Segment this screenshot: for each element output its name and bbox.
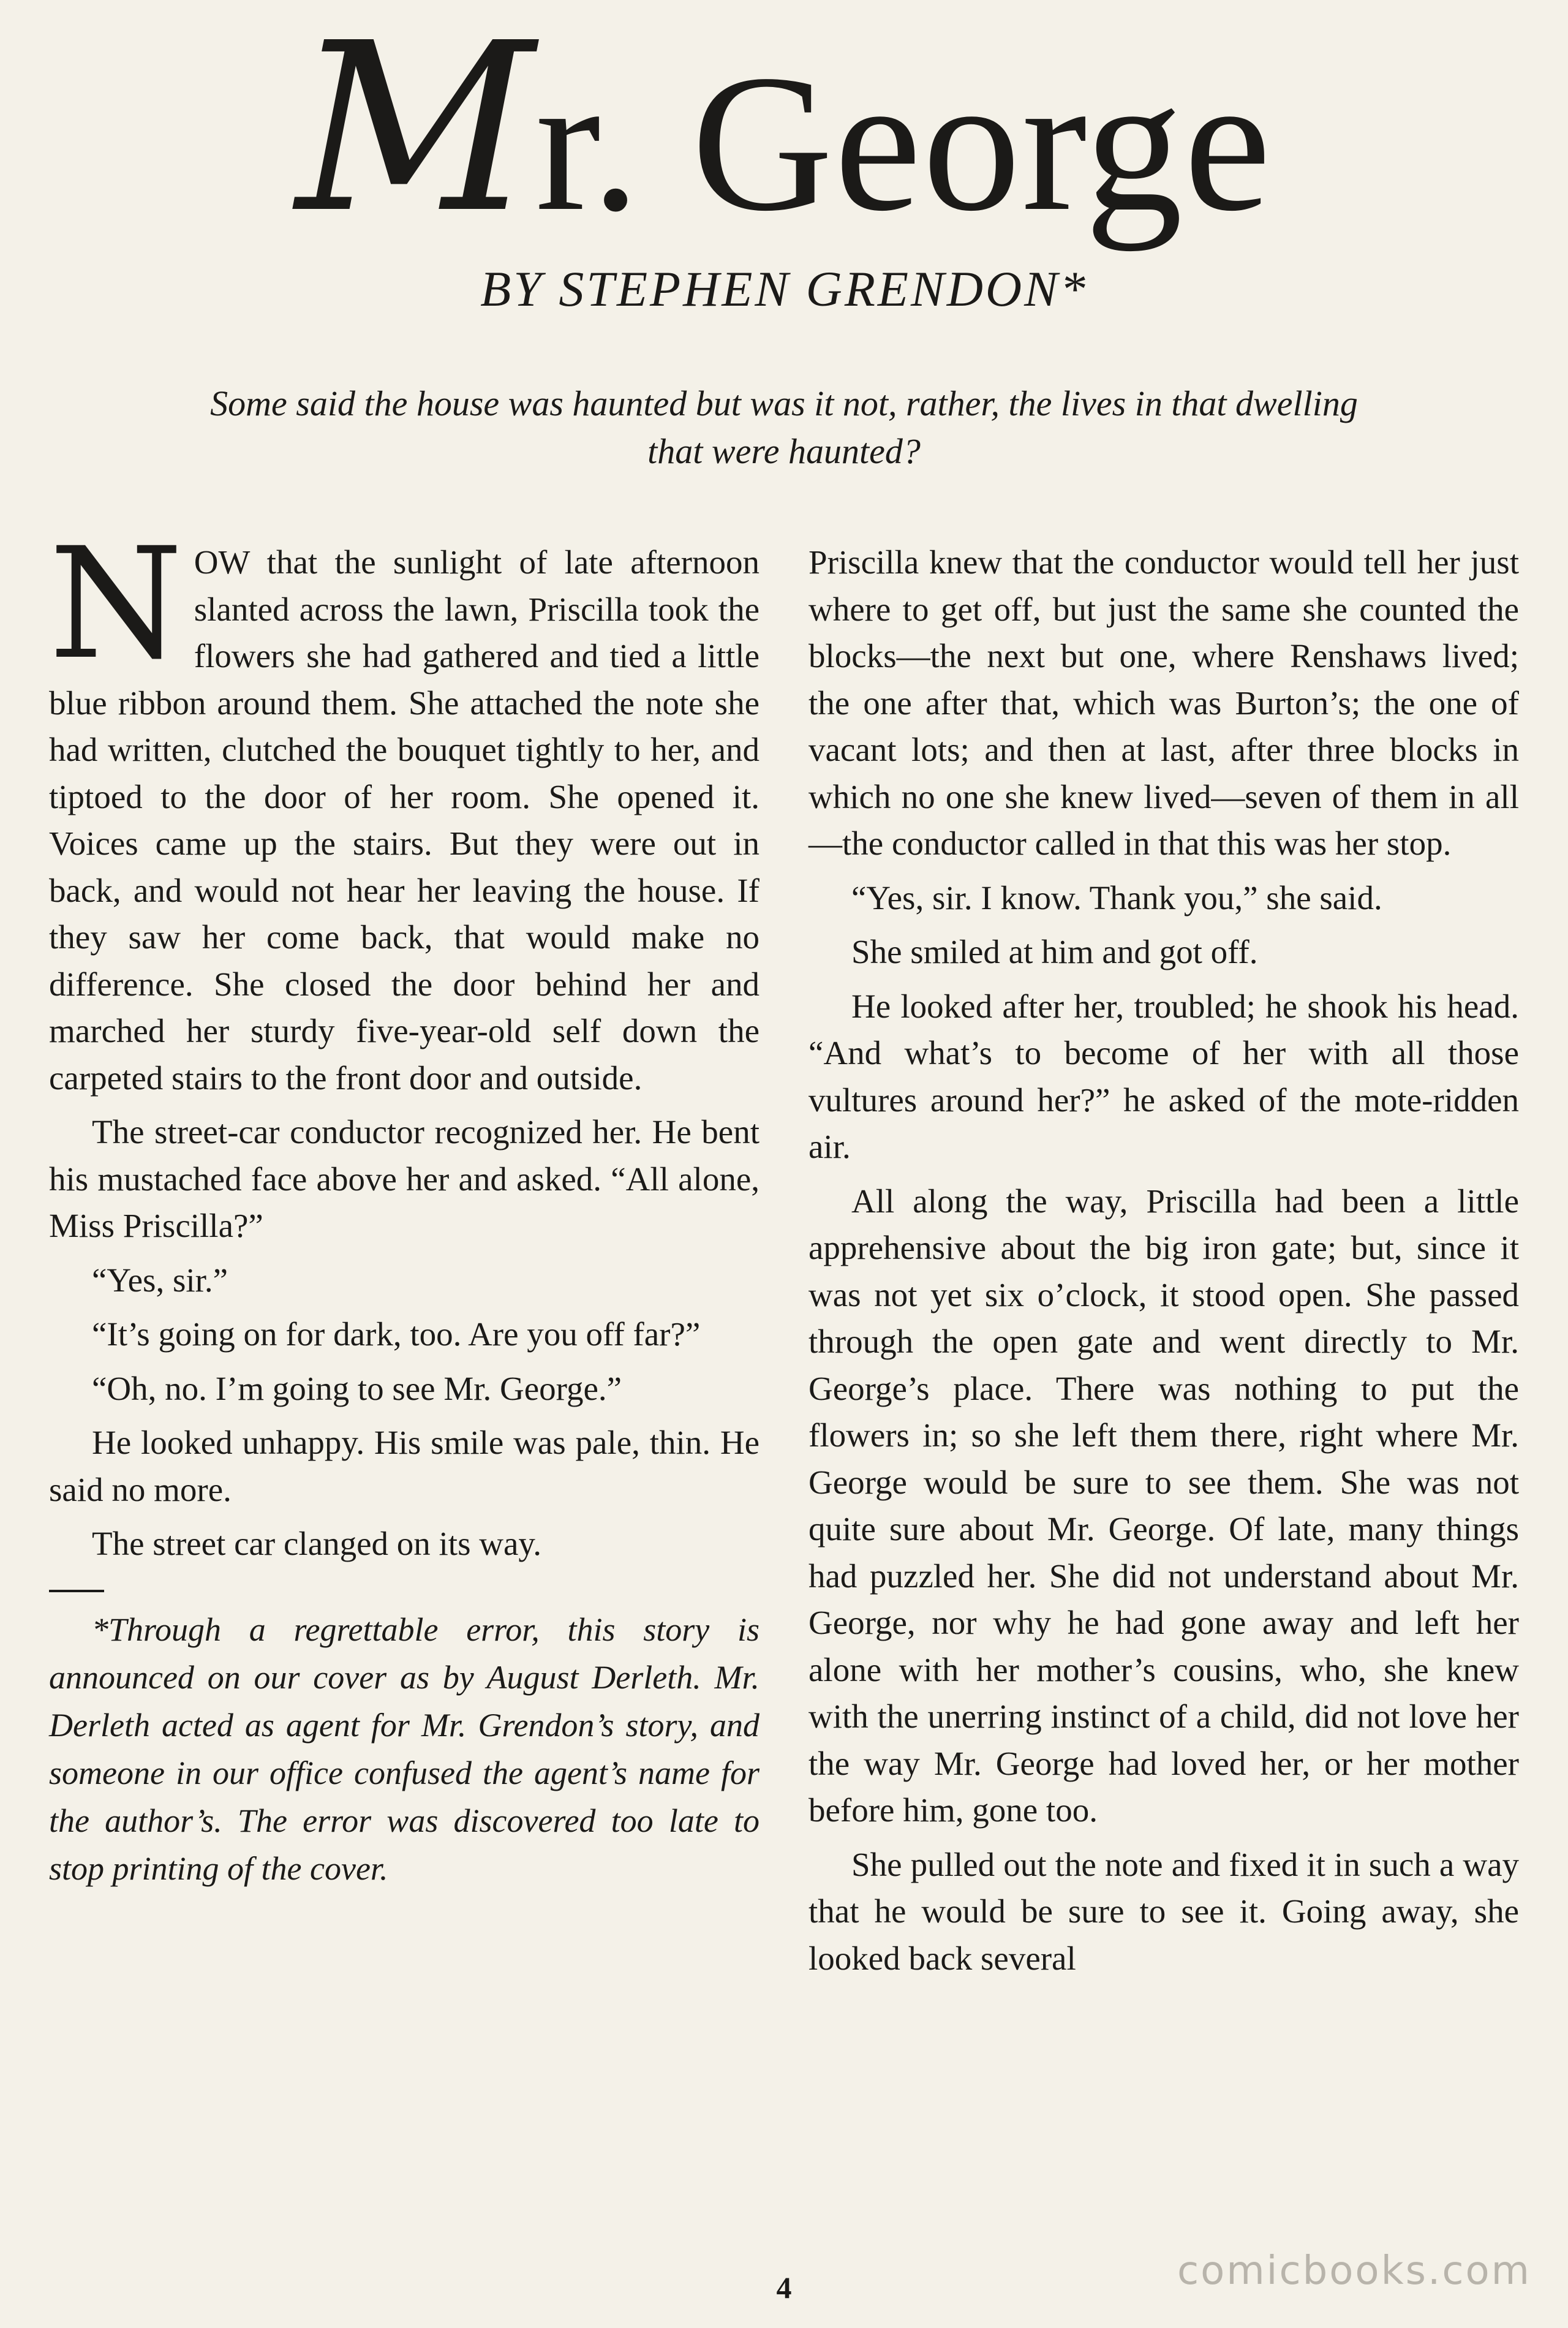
paragraph: “Yes, sir.”: [92, 1261, 228, 1299]
paragraph: He looked unhappy. His smile was pale, thin. He said no more.: [49, 1424, 760, 1508]
paragraph: “It’s going on for dark, too. Are you off far?”: [92, 1315, 701, 1353]
author-byline: BY STEPHEN GRENDON*: [480, 261, 1088, 317]
story-teaser: Some said the house was haunted but was it not, rather, the lives in that dwelling that were haunted?: [210, 384, 1358, 471]
paragraph: All along the way, Priscilla had been a little apprehensive about the big iron gate; but, since it was not yet six o’clock, it stood open. She passed through the open gate and went directly to Mr. George’s place. There was nothing to put the flowers in; so she left them there, right where Mr. George would be sure to see them. She was not quite sure about Mr. George. Of late, many things had puzzled her. She did not understand about Mr. George, nor why he had gone away and left her alone with her mother’s cousins, who, she knew with the unerring instinct of a child, did not love her the way Mr. George had loved her, or her mother before him, gone too.: [809, 1182, 1519, 1829]
story-title: [0, 0, 1568, 264]
paragraph-text: OW that the sunlight of late afternoon slanted across the lawn, Priscilla took the flowers she had gathered and tied a little blue ribbon around them. She attached the note she had written, clutched the bouquet tightly to her, and tiptoed to the door of her room. She opened it. Voices came up the stairs. But they were out in back, and would not hear her leaving the house. If they saw her come back, that would make no difference. She closed the door behind her and marched her sturdy five-year-old self down the carpeted stairs to the front door and outside.: [49, 543, 760, 1097]
left-column: [49, 515, 760, 1900]
title-rest: r. George: [535, 35, 1272, 252]
paragraph: The street-car conductor recognized her. He bent his mustached face above her and asked. “All alone, Miss Priscilla?”: [49, 1113, 760, 1244]
page-number: 4: [776, 2270, 792, 2305]
paragraph: “Yes, sir. I know. Thank you,” she said.: [851, 879, 1382, 916]
paragraph: The street car clanged on its way.: [92, 1525, 542, 1562]
paragraph: “Oh, no. I’m going to see Mr. George.”: [92, 1369, 622, 1407]
drop-cap: N: [49, 515, 183, 693]
paragraph: She smiled at him and got off.: [851, 933, 1258, 970]
right-column: [809, 539, 1519, 1989]
watermark: comicbooks.com: [1177, 2248, 1531, 2294]
paragraph: She pulled out the note and fixed it in such a way that he would be sure to see it. Going away, she looked back several: [809, 1845, 1519, 1977]
paragraph: Priscilla knew that the conductor would tell her just where to get off, but just the same she counted the blocks—the next but one, where Renshaws lived; the one after that, which was Burton’s; the one of vacant lots; and then at last, after three blocks in which no one she knew lived—seven of them in all—the conductor called in that this was her stop.: [809, 543, 1519, 862]
paragraph: He looked after her, troubled; he shook his head. “And what’s to become of her with all those vultures around her?” he asked of the mote-ridden air.: [809, 987, 1519, 1165]
footnote: *Through a regrettable error, this story is announced on our cover as by August Derleth. Mr. Derleth acted as agent for Mr. Grendon’s story, and someone in our office confused the agent’s name for the author’s. The error was discovered too late to stop printing of the cover.: [49, 1611, 760, 1887]
title-initial: M: [296, 0, 536, 264]
footnote-divider: [49, 1590, 104, 1592]
paragraph: [49, 515, 760, 1102]
